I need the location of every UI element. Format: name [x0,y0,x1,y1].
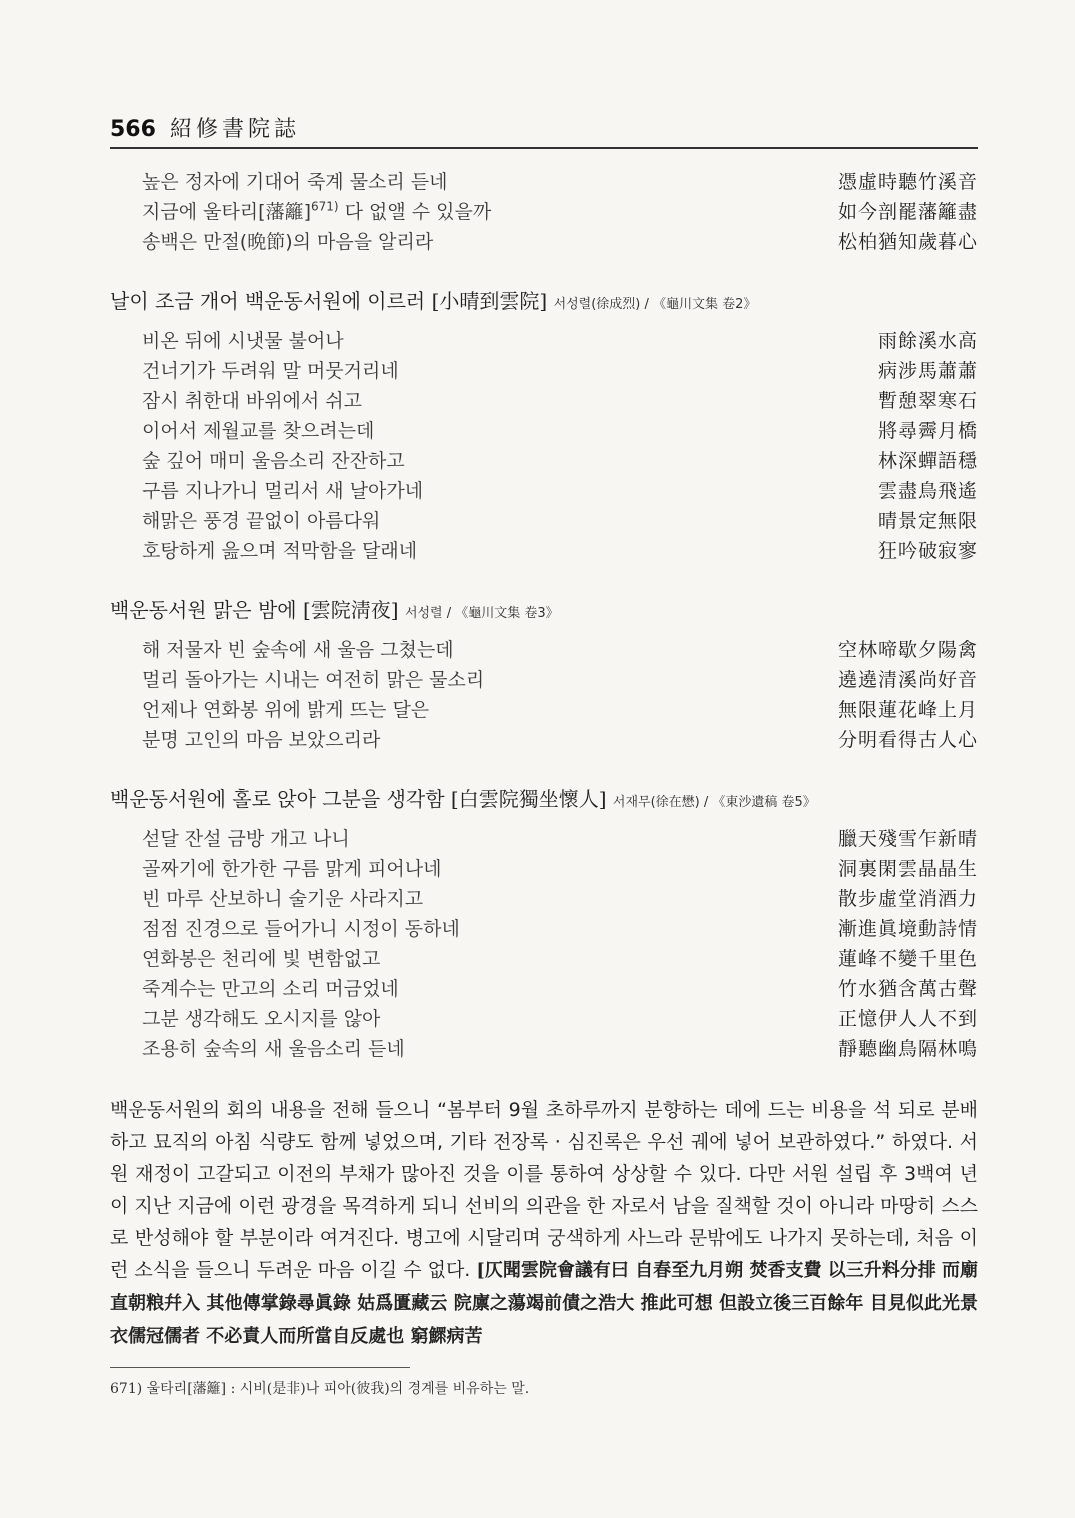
prose-hanja: [仄聞雲院會議有曰 自春至九月朔 焚香支費 以三升料分排 而廟直朝粮幷入 其他傳掌錄尋眞錄 姑爲匱藏云 院廪之蕩竭前債之浩大 推此可想 但設立後三百餘年 目見似此光景 衣儒冠儒者 不必責人而所當自反處也 窮鰥病苦 [110,1260,978,1347]
poem-line [110,914,978,944]
book-title: 紹修書院誌 [169,117,300,142]
poem-line-korean: 골짜기에 한가한 구름 맑게 피어나네 [142,858,442,880]
poem-line-hanja: 正憶伊人人不到 [837,1008,978,1030]
poem-line [110,326,978,356]
poem-line-korean: 그분 생각해도 오시지를 않아 [142,1008,381,1030]
section-source: 서성렬(徐成烈) / 《龜川文集 卷2》 [553,297,757,312]
poem-line [110,536,978,566]
poem-line-hanja: 暫憩翠寒石 [877,390,978,412]
poem-line [110,884,978,914]
poem-line-korean: 연화봉은 천리에 빛 변함없고 [142,948,381,970]
poem-line [110,476,978,506]
poem-line [110,974,978,1004]
poem-line-hanja: 竹水猶含萬古聲 [837,978,978,1000]
poem-line [110,854,978,884]
poem-line [110,635,978,665]
poem-line-hanja: 如今剖罷藩籬盡 [837,201,978,223]
section-title-original: [白雲院獨坐懷人] [450,787,607,811]
poem-line-korean: 해 저물자 빈 숲속에 새 울음 그쳤는데 [142,639,454,661]
poem-line-hanja: 林深蟬語穩 [877,450,978,472]
poem-line-hanja: 遶遶清溪尚好音 [837,669,978,691]
poem-line-hanja: 靜聽幽鳥隔林鳴 [837,1038,978,1060]
poem-line-korean: 숲 깊어 매미 울음소리 잔잔하고 [142,450,405,472]
poem-line-hanja: 病涉馬蕭蕭 [877,360,978,382]
footnote-ref: 671) [311,199,339,214]
poem-line [110,197,978,227]
poem-line-hanja: 無限蓮花峰上月 [837,699,978,721]
poem-line-korean: 멀리 돌아가는 시내는 여전히 맑은 물소리 [142,669,485,691]
poem-line-korean: 빈 마루 산보하니 술기운 사라지고 [142,888,424,910]
poem-line-hanja: 將尋霽月橋 [877,420,978,442]
poem-line-hanja: 狂吟破寂寥 [877,540,978,562]
page [110,112,978,1398]
section-title-original: [雲院淸夜] [302,598,399,622]
section-title [110,285,978,314]
poem-line-korean-tail: 다 없앨 수 있을까 [338,201,492,223]
poem-line-korean: 해맑은 풍경 끝없이 아름다워 [142,510,381,532]
poem-line [110,725,978,755]
poem-line [110,416,978,446]
poem-line-hanja: 臘天殘雪乍新晴 [837,828,978,850]
page-number: 566 [110,117,156,142]
poem-line-hanja: 蓮峰不變千里色 [837,948,978,970]
poem-line-hanja: 散步虛堂消酒力 [837,888,978,910]
poem-line [110,665,978,695]
poem-line [110,506,978,536]
poem-line-hanja: 分明看得古人心 [837,729,978,751]
poem-line-hanja: 洞裏閑雲晶晶生 [837,858,978,880]
poem-line-korean: 호탕하게 읊으며 적막함을 달래네 [142,540,418,562]
poem-line-korean [142,197,491,224]
poem-line-hanja: 漸進眞境動詩情 [837,918,978,940]
page-header [110,112,978,149]
poem-line [110,1034,978,1064]
poem-line [110,227,978,257]
poem-line [110,944,978,974]
poem-line [110,167,978,197]
section-title-korean: 백운동서원에 홀로 앉아 그분을 생각함 [110,787,445,811]
section-title [110,594,978,623]
section-source: 서성렬 / 《龜川文集 卷3》 [404,606,559,621]
poem-line-hanja: 雨餘溪水高 [877,330,978,352]
poem-line [110,695,978,725]
section-title-original: [小晴到雲院] [431,289,548,313]
opening-poem [110,167,978,257]
footnote-divider [110,1367,410,1368]
poem-line [110,824,978,854]
poem-line-hanja: 晴景定無限 [877,510,978,532]
poem-line-korean: 조용히 숲속의 새 울음소리 듣네 [142,1038,405,1060]
section-source: 서재무(徐在懋) / 《東沙遺稿 卷5》 [612,795,816,810]
poem-line [110,386,978,416]
poem-line-korean: 잠시 취한대 바위에서 쉬고 [142,390,363,412]
poem [110,326,978,566]
poem [110,824,978,1064]
poem-line-hanja: 憑虛時聽竹溪音 [837,171,978,193]
poem-line-hanja: 空林啼歇夕陽禽 [837,639,978,661]
poem-line [110,446,978,476]
section-title [110,783,978,812]
poem-line-hanja: 松柏猶知歲暮心 [837,231,978,253]
poem-line-korean: 비온 뒤에 시냇물 불어나 [142,330,344,352]
section-title-korean: 날이 조금 개어 백운동서원에 이르러 [110,289,426,313]
poem-line-korean: 송백은 만절(晩節)의 마음을 알리라 [142,231,434,253]
poem-line-korean: 건너기가 두려워 말 머뭇거리네 [142,360,399,382]
poem-line-korean: 죽계수는 만고의 소리 머금었네 [142,978,399,1000]
poem-line-korean: 높은 정자에 기대어 죽계 물소리 듣네 [142,171,448,193]
poem-line-korean: 분명 고인의 마음 보았으리라 [142,729,381,751]
prose-korean: 백운동서원의 회의 내용을 전해 들으니 “봄부터 9월 초하루까지 분향하는 데에 드는 비용을 석 되로 분배하고 묘직의 아침 식량도 함께 넣었으며, 기타 전장록 · 심진록은 우선 궤에 넣어 보관하였다.” 하였다. 서원 재정이 고갈되고 이전의 부채가 많아진 것을 이를 통하여 상상할 수 있다. 다만 서원 설립 후 3백여 년이 지난 지금에 이런 광경을 목격하게 되니 선비의 의관을 한 자로서 남을 질책할 것이 아니라 마땅히 스스로 반성해야 할 부분이라 여겨진다. 병고에 시달리며 궁색하게 사느라 문밖에도 나가지 못하는데, 처음 이런 소식을 들으니 두려운 마음 이길 수 없다. [110,1099,978,1281]
poem [110,635,978,755]
section-title-korean: 백운동서원 맑은 밤에 [110,598,297,622]
poem-line-korean: 언제나 연화봉 위에 밝게 뜨는 달은 [142,699,430,721]
poem-line-hanja: 雲盡鳥飛遙 [877,480,978,502]
prose-paragraph [110,1094,978,1353]
poem-line-korean: 이어서 제월교를 찾으려는데 [142,420,375,442]
poem-line [110,1004,978,1034]
poem-line-korean: 점점 진경으로 들어가니 시정이 동하네 [142,918,460,940]
footnote: 671) 울타리[藩籬] : 시비(是非)나 피아(彼我)의 경계를 비유하는 말. [110,1381,530,1397]
poem-line-korean-head: 지금에 울타리[藩籬] [142,201,311,223]
poem-line [110,356,978,386]
poem-line-korean: 섣달 잔설 금방 개고 나니 [142,828,350,850]
poem-line-korean: 구름 지나가니 멀리서 새 날아가네 [142,480,424,502]
